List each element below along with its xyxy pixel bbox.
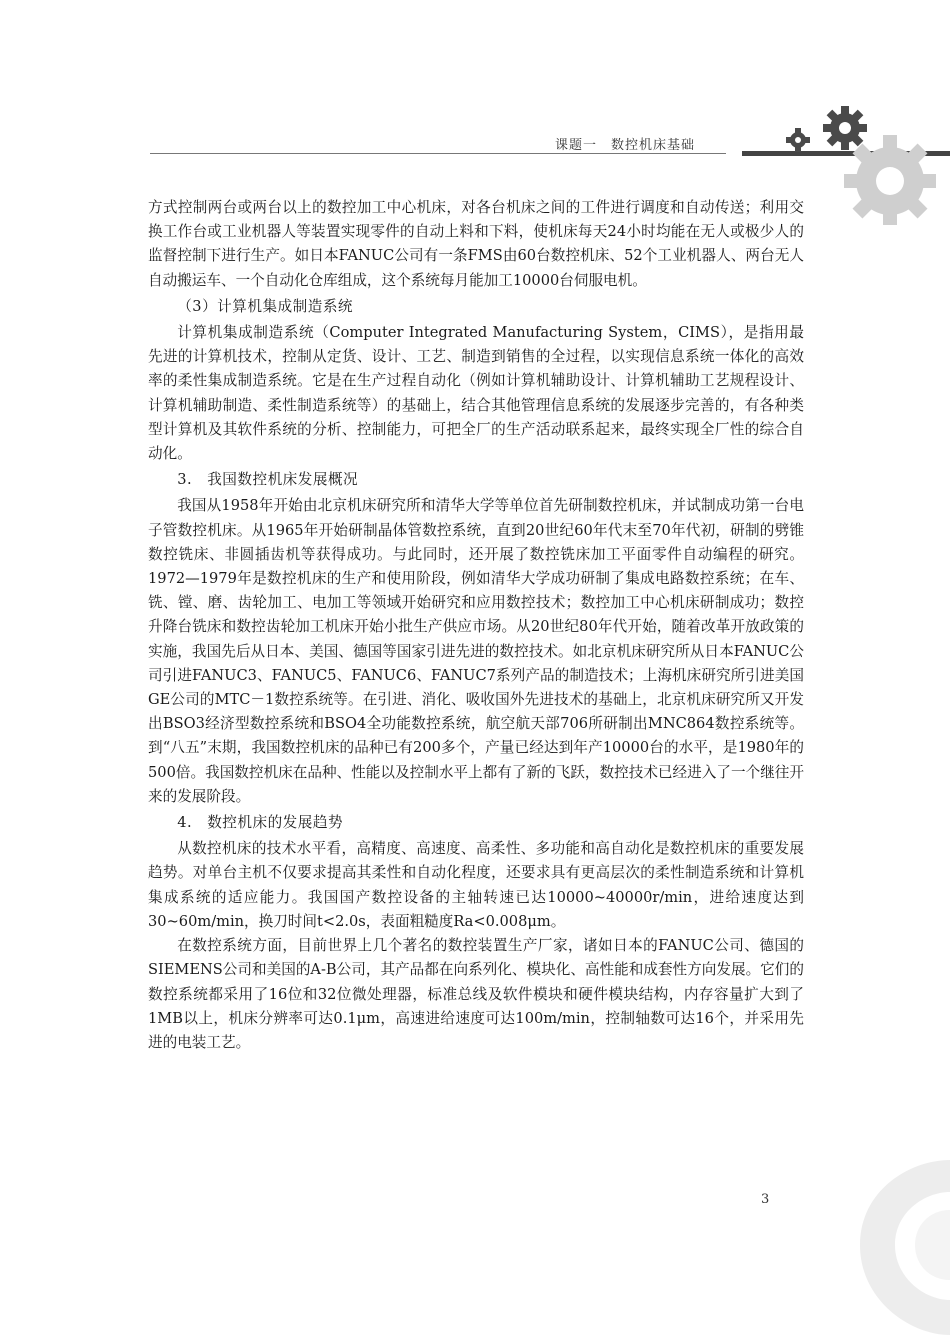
body-text: [148, 196, 804, 1055]
running-header: 课题一 数控机床基础: [555, 138, 696, 153]
header-rule: [150, 153, 726, 154]
paragraph-domestic: 我国从1958年开始由北京机床研究所和清华大学等单位首先研制数控机床，并试制成功第一台电子管数控机床。从1965年开始研制晶体管数控系统，直到20世纪60年代末至70年代初，研制的劈锥数控铣床、非圆插齿机等获得成功。与此同时，还开展了数控铣床加工平面零件自动编程的研究。1972—1979年是数控机床的生产和使用阶段，例如清华大学成功研制了集成电路数控系统；在车、铣、镗、磨、齿轮加工、电加工等领域开始研究和应用数控技术；数控加工中心机床研制成功；数控升降台铣床和数控齿轮加工机床开始小批生产供应市场。从20世纪80年代开始，随着改革开放政策的实施，我国先后从日本、美国、德国等国家引进先进的数控技术。如北京机床研究所从日本FANUC公司引进FANUC3、FANUC5、FANUC6、FANUC7系列产品的制造技术；上海机床研究所引进美国GE公司的MTC－1数控系统等。在引进、消化、吸收国外先进技术的基础上，北京机床研究所又开发出BSO3经济型数控系统和BSO4全功能数控系统，航空航天部706所研制出MNC864数控系统等。到“八五”末期，我国数控机床的品种已有200多个，产量已经达到年产10000台的水平，是1980年的500倍。我国数控机床在品种、性能以及控制水平上都有了新的飞跃，数控技术已经进入了一个继往开来的发展阶段。: [148, 497, 804, 805]
paragraph-trends-1: 从数控机床的技术水平看，高精度、高速度、高柔性、多功能和高自动化是数控机床的重要发展趋势。对单台主机不仅要求提高其柔性和自动化程度，还要求具有更高层次的柔性制造系统和计算机集成系统的适应能力。我国国产数控设备的主轴转速已达10000~40000r/min，进给速度达到30~60m/min，换刀时间t<2.0s，表面粗糙度Ra<0.008μm。: [148, 840, 804, 930]
section-heading-domestic: 3. 我国数控机床发展概况: [177, 471, 359, 489]
section-heading-trends: 4. 数控机床的发展趋势: [177, 814, 344, 832]
page-number: 3: [761, 1192, 770, 1207]
paragraph-continuation: 方式控制两台或两台以上的数控加工中心机床，对各台机床之间的工件进行调度和自动传送；利用交换工作台或工业机器人等装置实现零件的自动上料和下料，使机床每天24小时均能在无人或极少人的监督控制下进行生产。如日本FANUC公司有一条FMS由60台数控机床、52个工业机器人、两台无人自动搬运车、一个自动化仓库组成，这个系统每月能加工10000台伺服电机。: [148, 199, 804, 289]
paragraph-trends-2: 在数控系统方面，目前世界上几个著名的数控装置生产厂家，诸如日本的FANUC公司、德国的SIEMENS公司和美国的A-B公司，其产品都在向系列化、模块化、高性能和成套性方向发展。它们的数控系统都采用了16位和32位微处理器，标准总线及软件模块和硬件模块结构，内存容量扩大到了1MB以上，机床分辨率可达0.1μm，高速进给速度可达100m/min，控制轴数可达16个，并采用先进的电装工艺。: [148, 937, 804, 1051]
wrench-decoration-icon: [790, 1150, 950, 1344]
section-heading-cims: （3）计算机集成制造系统: [177, 297, 354, 315]
paragraph-cims: 计算机集成制造系统（Computer Integrated Manufacturing System，CIMS），是指用最先进的计算机技术，控制从定货、设计、工艺、制造到销售的全过程，以实现信息系统一体化的高效率的柔性集成制造系统。它是在生产过程自动化（例如计算机辅助设计、计算机辅助工艺规程设计、计算机辅助制造、柔性制造系统等）的基础上，结合其他管理信息系统的发展逐步完善的，有各种类型计算机及其软件系统的分析、控制能力，可把全厂的生产活动联系起来，最终实现全厂性的综合自动化。: [148, 324, 804, 463]
